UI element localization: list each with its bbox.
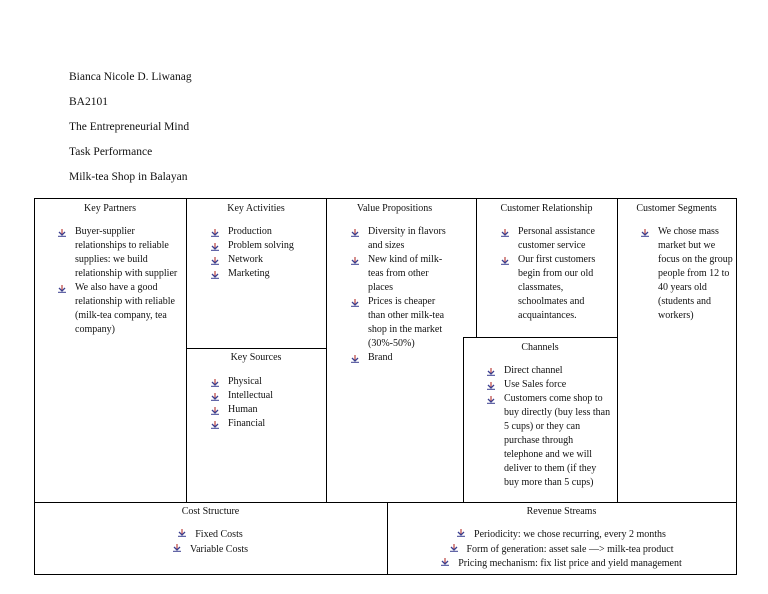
list-item: Form of generation: asset sale —> milk-tea product <box>387 543 736 558</box>
list-item: Production <box>209 225 324 239</box>
key-partners-list <box>56 225 184 337</box>
arrow-bullet-icon <box>351 228 360 236</box>
cost-structure-list <box>34 528 387 557</box>
arrow-bullet-icon <box>351 354 360 362</box>
list-item: Periodicity: we chose recurring, every 2 months <box>387 528 736 543</box>
list-item: Human <box>209 403 324 417</box>
arrow-bullet-icon <box>441 557 450 565</box>
grid-line <box>34 198 35 575</box>
list-item: Diversity in flavors and sizes <box>349 225 454 253</box>
list-item: Use Sales force <box>485 378 613 392</box>
arrow-bullet-icon <box>351 298 360 306</box>
value-propositions-list <box>349 225 454 365</box>
arrow-bullet-icon <box>173 543 182 551</box>
revenue-streams-title: Revenue Streams <box>526 506 597 517</box>
key-sources-title: Key Sources <box>230 352 282 363</box>
list-item: Direct channel <box>485 364 613 378</box>
key-activities-title: Key Activities <box>227 203 285 214</box>
customer-relationship-list <box>499 225 611 323</box>
list-item: Variable Costs <box>34 543 387 558</box>
arrow-bullet-icon <box>178 528 187 536</box>
list-item: Network <box>209 253 324 267</box>
author-name: Bianca Nicole D. Liwanag <box>69 71 192 83</box>
arrow-bullet-icon <box>351 256 360 264</box>
arrow-bullet-icon <box>211 406 220 414</box>
list-item: Intellectual <box>209 389 324 403</box>
arrow-bullet-icon <box>501 228 510 236</box>
grid-line <box>463 337 464 502</box>
task-title: Task Performance <box>69 146 153 158</box>
revenue-streams-list <box>387 528 736 572</box>
arrow-bullet-icon <box>641 228 650 236</box>
arrow-bullet-icon <box>211 228 220 236</box>
grid-line <box>186 198 187 502</box>
arrow-bullet-icon <box>211 378 220 386</box>
list-item: Problem solving <box>209 239 324 253</box>
grid-line <box>463 337 618 338</box>
arrow-bullet-icon <box>211 392 220 400</box>
arrow-bullet-icon <box>58 284 67 292</box>
list-item: Personal assistance customer service <box>499 225 611 253</box>
grid-line <box>34 574 737 575</box>
arrow-bullet-icon <box>457 528 466 536</box>
list-item: Customers come shop to buy directly (buy less than 5 cups) or they can purchase through telephone and we will deliver to them (if they buy more than 5 cups) <box>485 392 613 490</box>
channels-title: Channels <box>521 342 559 353</box>
customer-segments-list <box>639 225 734 323</box>
arrow-bullet-icon <box>211 242 220 250</box>
arrow-bullet-icon <box>58 228 67 236</box>
list-item: We also have a good relationship with reliable (milk-tea company, tea company) <box>56 281 184 337</box>
grid-line <box>34 198 737 199</box>
key-activities-list <box>209 225 324 281</box>
list-item: Marketing <box>209 267 324 281</box>
arrow-bullet-icon <box>450 543 459 551</box>
list-item: Buyer-supplier relationships to reliable supplies: we build relationship with supplier <box>56 225 184 281</box>
list-item: Prices is cheaper than other milk-tea shop in the market (30%-50%) <box>349 295 454 351</box>
list-item: New kind of milk-teas from other places <box>349 253 454 295</box>
arrow-bullet-icon <box>487 367 496 375</box>
key-partners-title: Key Partners <box>84 203 136 214</box>
grid-line <box>476 198 477 338</box>
arrow-bullet-icon <box>211 256 220 264</box>
topic-title: Milk-tea Shop in Balayan <box>69 171 188 183</box>
list-item: Brand <box>349 351 454 365</box>
course-title: The Entrepreneurial Mind <box>69 121 190 133</box>
value-propositions-title: Value Propositions <box>356 203 433 214</box>
grid-line <box>34 502 737 503</box>
channels-list <box>485 364 613 490</box>
section-code: BA2101 <box>69 96 108 108</box>
list-item: Pricing mechanism: fix list price and yield management <box>387 557 736 572</box>
grid-line <box>186 348 327 349</box>
arrow-bullet-icon <box>211 420 220 428</box>
list-item: Physical <box>209 375 324 389</box>
arrow-bullet-icon <box>211 270 220 278</box>
list-item: Fixed Costs <box>34 528 387 543</box>
arrow-bullet-icon <box>501 256 510 264</box>
list-item: Our first customers begin from our old classmates, schoolmates and acquaintances. <box>499 253 611 323</box>
grid-line <box>617 198 618 502</box>
key-sources-list <box>209 375 324 431</box>
cost-structure-title: Cost Structure <box>181 506 240 517</box>
grid-line <box>326 198 327 502</box>
arrow-bullet-icon <box>487 395 496 403</box>
arrow-bullet-icon <box>487 381 496 389</box>
customer-relationship-title: Customer Relationship <box>500 203 593 214</box>
customer-segments-title: Customer Segments <box>636 203 717 214</box>
list-item: Financial <box>209 417 324 431</box>
list-item: We chose mass market but we focus on the group people from 12 to 40 years old (students and workers) <box>639 225 734 323</box>
grid-line <box>736 198 737 575</box>
